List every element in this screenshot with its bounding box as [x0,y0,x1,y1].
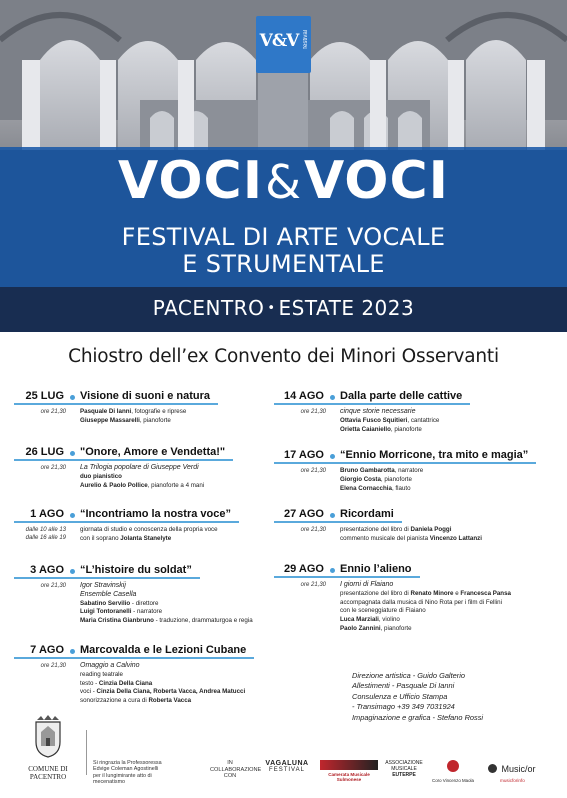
event-underline [14,403,218,405]
event-underline [14,577,200,579]
detail-text: presentazione del libro di [340,526,411,533]
performer-name: Daniela Poggi [410,526,452,533]
event-detail-line [340,599,511,608]
thanks-line: mecenatismo [93,779,126,786]
credit-line: Direzione artistica - Guido Galterio [352,671,465,680]
event-header [274,563,556,579]
credit-line: Consulenza e Ufficio Stampa [352,691,448,701]
logo-subtext: festival [303,30,309,49]
bullet-dot-icon [330,513,335,518]
event-title: Visione di suoni e natura [80,390,210,402]
performer-name: Roberta Vacca [148,697,192,705]
event-header [14,644,278,660]
event-title: Ricordami [340,508,394,520]
performer-name: Giuseppe Massarelli [80,416,140,424]
thanks-line: Edvige Coleman Agostinelli [93,766,159,773]
event-detail-line [80,608,253,617]
event-item [274,390,556,433]
event-item [14,446,278,489]
event-header [14,564,278,580]
vagaluna-logo [262,760,312,773]
event-subtitle: Igor Stravinskij [80,582,126,589]
title-left: VOCI [118,151,264,211]
performer-name: Bruno Gambarotta [340,467,395,474]
event-item [14,508,278,542]
detail-text: con le sceneggiature di Flaiano [340,607,426,615]
performer-name: Vincenzo Lattanzi [429,534,482,542]
event-date: 1 AGO [30,508,64,520]
performer-name: Luca Marziali [340,616,379,624]
detail-text: accompagnata dalla musica di Nino Rota per i film di Fellini [340,598,502,606]
event-item [274,508,556,542]
event-details [340,467,423,493]
event-date: 27 AGO [284,508,324,520]
event-detail-line [80,662,245,671]
event-detail-line [340,581,511,590]
event-underline [274,462,536,464]
event-detail-line [340,467,423,476]
musicor-name: Music/or [501,763,536,774]
event-detail-line [340,426,439,435]
camerata-logo [320,760,378,782]
bullet-dot-icon [70,649,75,654]
event-subtitle: Omaggio a Calvino [80,662,140,669]
event-detail-line [340,408,439,417]
detail-text: , pianoforte [380,475,412,483]
detail-text: voci - [80,688,97,696]
event-item [274,449,556,492]
event-date: 25 LUG [25,390,64,402]
title-amp: & [265,155,302,209]
event-detail-line [80,617,253,626]
event-time: ore 21,30 [40,583,66,589]
event-header [14,390,278,406]
performer-name: Pasquale Di Ianni [80,408,132,415]
event-time: dalle 16 alle 19 [25,535,66,541]
credit-line: - Transimago +39 349 7031924 [352,702,455,712]
bullet-dot-icon [70,451,75,456]
hero-image [0,0,567,332]
event-times [14,582,66,590]
event-details [80,408,186,426]
musicor-icon [488,764,497,773]
subtitle-line-2: E STRUMENTALE [182,250,385,278]
bullet-dot-icon [70,513,75,518]
event-detail-line [80,671,245,680]
place: PACENTRO [152,296,265,320]
place-date [0,296,567,320]
performer-name: Jolanta Stanelyte [120,534,172,542]
event-subtitle: La Trilogia popolare di Giuseppe Verdi [80,464,199,471]
bullet-dot-icon [70,569,75,574]
event-detail-line [80,526,218,535]
detail-text: testo - [80,679,99,687]
coro-logo [432,760,474,783]
thanks-line: Si ringrazia la Professoressa [93,760,162,766]
event-detail-line [80,482,204,491]
detail-text: - direttore [130,599,159,607]
detail-text: giornata di studio e conoscenza della propria voce [80,526,218,533]
performer-name: Giorgio Costa [340,475,381,483]
event-header [274,390,556,406]
event-title: Marcovalda e le Lezioni Cubane [80,644,247,656]
subtitle-line-1: FESTIVAL DI ARTE VOCALE [121,223,446,251]
event-title: "Onore, Amore e Vendetta!" [80,446,226,458]
credit-line: Allestimenti - Pasquale Di Ianni [352,681,455,691]
event-subtitle: cinque storie necessarie [340,408,416,415]
comune-line-1: COMUNE DI [28,765,68,773]
event-item [274,563,556,632]
event-times [274,526,326,534]
euterpe-line: ASSOCIAZIONE [385,760,423,766]
bullet-dot-icon [330,395,335,400]
collaboration-label [210,760,262,780]
performer-name: Sabatino Servilio [80,599,131,607]
event-date: 17 AGO [284,449,324,461]
event-underline [274,576,420,578]
detail-text: , cantattrice [407,416,440,424]
event-detail-line [80,688,245,697]
event-title: “L’histoire du soldat” [80,564,192,576]
event-details [80,582,253,626]
event-date: 3 AGO [30,564,64,576]
event-date: 7 AGO [30,644,64,656]
event-header [274,508,556,524]
performer-name: Paolo Zannini [340,624,381,632]
event-subtitle: I giorni di Flaiano [340,581,394,588]
bullet-dot-icon [70,395,75,400]
event-times [274,581,326,589]
coro-name: Coro Vincenzo Maola [432,778,474,783]
event-times [14,408,66,416]
event-detail-line [340,590,511,599]
event-details [340,526,482,544]
event-underline [274,521,402,523]
event-detail-line [80,697,245,706]
detail-text: , pianoforte a 4 mani [147,481,205,489]
performer-name: Orietta Caianiello [340,425,391,433]
event-details [80,526,218,544]
vagaluna-sub: FESTIVAL [269,767,305,773]
performer-name: Cinzia Della Ciana, Roberta Vacca, Andrea Matucci [96,688,246,696]
event-detail-line [80,600,253,609]
event-detail-line [340,476,423,485]
detail-text: con il soprano [80,534,121,542]
performer-name: Aurelio & Paolo Pollice [80,481,148,489]
event-detail-line [340,607,511,616]
performer-name: duo pianistico [80,472,122,480]
event-item [14,390,278,424]
title-right: VOCI [303,151,449,211]
thanks-line: per il lungimirante atto di [93,772,152,779]
event-times [14,526,66,542]
credits [352,671,483,723]
subtitle [0,224,567,278]
event-detail-line [80,408,186,417]
comune-line-2: PACENTRO [29,773,67,781]
collab-line: CON [223,773,237,780]
event-item [14,564,278,625]
event-title: “Ennio Morricone, tra mito e magia” [340,449,529,461]
camerata-mark [320,760,378,770]
coro-icon [447,760,459,772]
event-detail-line [340,485,423,494]
event-times [274,408,326,416]
event-details [80,662,245,706]
event-time: ore 21,30 [300,582,326,588]
detail-text: reading teatrale [80,670,123,678]
event-time: ore 21,30 [40,409,66,415]
event-date: 29 AGO [284,563,324,575]
detail-text: presentazione del libro di [340,589,411,597]
event-detail-line [80,417,186,426]
euterpe-logo [384,760,424,778]
detail-text: - traduzione, drammaturgoa e regia [153,617,253,625]
bullet-dot-icon [330,454,335,459]
performer-name: Elena Cornacchia [340,484,392,492]
detail-text: , flauto [391,484,411,492]
event-detail-line [80,680,245,689]
event-detail-line [80,535,218,544]
event-time: ore 21,30 [40,663,66,669]
event-detail-line [80,473,204,482]
detail-text: commento musicale del pianista [340,534,430,542]
collab-line: IN [227,760,233,766]
event-title: Ennio l’alieno [340,563,412,575]
detail-text: - narratore [131,608,163,616]
event-header [274,449,556,465]
detail-text: e [453,589,461,597]
footer-divider [86,730,87,775]
detail-text: , pianoforte [139,416,171,424]
event-detail-line [340,535,482,544]
event-underline [14,521,239,523]
event-time: ore 21,30 [300,527,326,533]
event-underline [14,459,233,461]
event-times [14,662,66,670]
detail-text: , fotografie e riprese [131,408,187,415]
event-date: 26 LUG [25,446,64,458]
event-time: ore 21,30 [40,465,66,471]
event-date: 14 AGO [284,390,324,402]
musicor-sub: musicforinfo [500,778,525,783]
event-detail-line [340,625,511,634]
event-detail-line [340,616,511,625]
performer-name: Francesca Pansa [460,589,511,597]
thanks-note [93,760,162,786]
event-underline [274,403,470,405]
event-item [14,644,278,705]
coat-of-arms-icon [31,714,65,758]
detail-text: , violino [378,616,400,624]
performer-name: Renato Minore [410,589,454,597]
event-detail-line [340,417,439,426]
musicor-logo [488,760,548,783]
event-details [80,464,204,490]
event-times [14,464,66,472]
detail-text: , pianoforte [380,624,412,632]
event-detail-line [80,464,204,473]
bullet-dot-icon [330,568,335,573]
event-detail-line [340,526,482,535]
detail-text: , narratore [394,467,424,474]
camerata-name: Camerata Musicale Sulmonese [328,772,370,782]
euterpe-line: MUSICALE [391,766,417,772]
venue-title: Chiostro dell’ex Convento dei Minori Osservanti [68,346,499,367]
credit-line: Impaginazione e grafica - Stefano Rossi [352,712,484,722]
performer-name: Luigi Tontoranelli [80,608,132,616]
performer-name: Maria Cristina Gianbruno [80,617,154,625]
collab-line: COLLABORAZIONE [210,766,262,773]
event-detail-line [80,591,253,600]
season-date: ESTATE 2023 [278,296,415,320]
event-details [340,408,439,434]
event-underline [14,657,254,659]
event-title: Dalla parte delle cattive [340,390,463,402]
event-title: “Incontriamo la nostra voce” [80,508,231,520]
event-times [274,467,326,475]
festival-logo [256,16,311,73]
event-time: dalle 10 alle 13 [25,527,66,533]
main-title [0,152,567,211]
comune-logo [22,714,74,781]
separator-dot: • [267,301,276,316]
performer-name: Ottavia Fusco Squitieri [340,416,408,424]
event-header [14,446,278,462]
event-header [14,508,278,524]
event-time: ore 21,30 [300,409,326,415]
vagaluna-name: VAGALUNA [265,760,309,767]
detail-text: sonorizzazione a cura di [80,697,149,705]
logo-text: V&V [259,31,299,51]
event-details [340,581,511,634]
performer-name: Cinzia Della Ciana [98,679,153,687]
event-detail-line [80,582,253,591]
event-time: ore 21,30 [300,468,326,474]
detail-text: , pianoforte [390,425,422,433]
event-subtitle: Ensemble Casella [80,590,137,598]
euterpe-line: EUTERPE [392,772,416,778]
